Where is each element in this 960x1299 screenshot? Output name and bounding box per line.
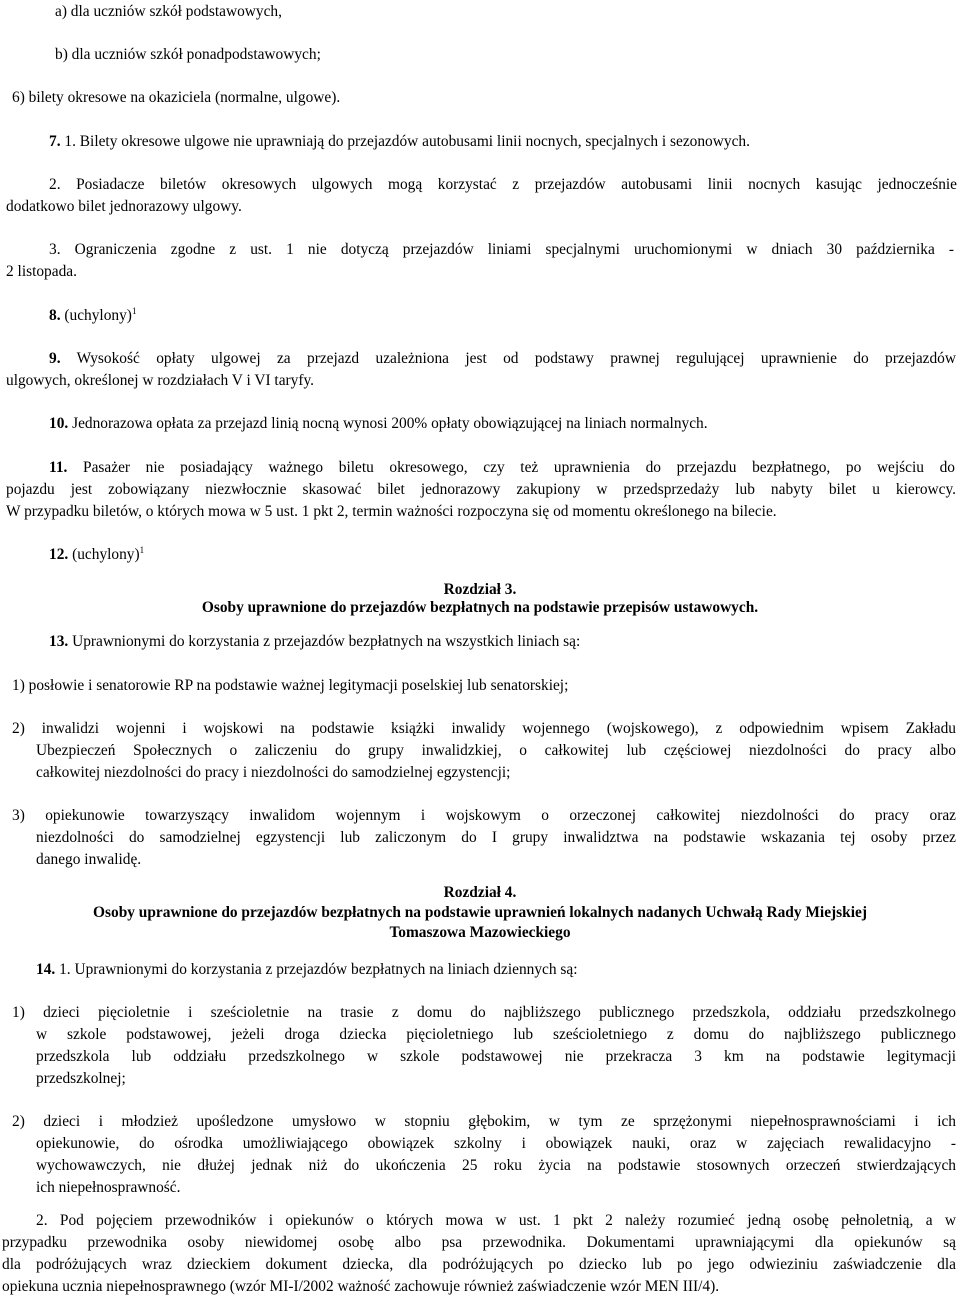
chapter-4-subtitle-line1: Osoby uprawnione do przejazdów bezpłatnych na podstawie uprawnień lokalnych nadanych Uchwałą Rady Miejskiej — [93, 904, 867, 921]
list-item-3-line2: niezdolności do samodzielnej egzystencji lub zaliczonym do I grupy inwalidztwa na podstawie wskazania tej osoby przez — [36, 829, 956, 846]
section-8-number: 8. — [49, 307, 61, 324]
section-14-number: 14. — [36, 961, 56, 978]
chapter-4-subtitle-line2: Tomaszowa Mazowieckiego — [389, 924, 571, 941]
local-item-1-line2: w szkole podstawowej, jeżeli droga dziecka pięcioletniego lub sześcioletniego z domu do najbliższego publicznego — [36, 1026, 956, 1043]
section-7-2-line2: dodatkowo bilet jednorazowy ulgowy. — [6, 198, 242, 215]
local-item-2-line2: opiekunowie, do ośrodka umożliwiającego obowiązek szkolny i obowiązek nauki, oraz w zajęciach rewalidacyjno - — [36, 1135, 956, 1152]
section-9-line2: ulgowych, określonej w rozdziałach V i VI taryfy. — [6, 372, 315, 389]
section-14-2-line2: przypadku przewodnika osoby niewidomej osobę albo psa przewodnika. Dokumentami uprawniającymi dla opiekunów są — [2, 1234, 956, 1251]
section-14-2-line1: 2. Pod pojęciem przewodników i opiekunów o których mowa w ust. 1 pkt 2 należy rozumieć jedną osobę pełnoletnią, a w — [36, 1212, 956, 1229]
footnote-ref: 1 — [131, 305, 137, 316]
section-13-number: 13. — [49, 633, 69, 650]
section-13-line: 13. Uprawnionymi do korzystania z przejazdów bezpłatnych na wszystkich liniach są: — [49, 633, 581, 650]
list-item-a: a) dla uczniów szkół podstawowych, — [55, 3, 282, 20]
section-14-2-line3: dla podróżujących wraz dzieckiem dokument dziecka, dla podróżujących po dziecko lub po jego odwieziniu zaświadczenie dla — [2, 1256, 956, 1273]
section-11-line2: pojazdu jest zobowiązany niezwłocznie skasować bilet jednorazowy zakupiony w przedsprzedaży lub nabyty bilet u kierowcy. — [6, 481, 956, 498]
section-9-line1: 9. Wysokość opłaty ulgowej za przejazd uzależniona jest od podstawy prawnej regulującej uprawnienie do przejazdów — [49, 350, 956, 367]
local-item-2-line4: ich niepełnosprawność. — [36, 1179, 181, 1196]
section-12-line: 12. (uchylony)$^1$ — [49, 544, 145, 563]
section-11-line3: W przypadku biletów, o których mowa w 5 ust. 1 pkt 2, termin ważności rozpoczyna się od momentu określonego na bilecie. — [6, 503, 777, 520]
local-item-2-line1: 2) dzieci i młodzież upośledzone umysłowo w stopniu głębokim, w tym ze sprzężonymi niepełnosprawnościami i ich — [12, 1113, 956, 1130]
section-8-line — [49, 305, 136, 327]
list-item-2-line1: 2) inwalidzi wojenni i wojskowi na podstawie książki inwalidy wojennego (wojskowego), z odpowiednim wpisem Zakładu — [12, 720, 956, 737]
section-8-text: (uchylony) — [60, 307, 132, 324]
chapter-3-subtitle: Osoby uprawnione do przejazdów bezpłatnych na podstawie przepisów ustawowych. — [201, 599, 759, 616]
local-item-1-line1: 1) dzieci pięcioletnie i sześcioletnie na trasie z domu do najbliższego publicznego przedszkola, oddziału przedszkolnego — [12, 1004, 956, 1021]
section-7-line — [49, 131, 750, 153]
list-item-3-line3: danego inwalidę. — [36, 851, 142, 868]
section-11-number: 11. — [49, 459, 68, 476]
chapter-4-title: Rozdział 4. — [443, 884, 517, 901]
section-12-number: 12. — [49, 546, 69, 563]
list-item-b: b) dla uczniów szkół ponadpodstawowych; — [55, 46, 321, 63]
list-item-1: 1) posłowie i senatorowie RP na podstawie ważnej legitymacji poselskiej lub senatorskiej; — [12, 677, 569, 694]
section-7-number: 7. — [49, 133, 61, 150]
local-item-1-line4: przedszkolnej; — [36, 1070, 126, 1087]
section-14-line: 14. 1. Uprawnionymi do korzystania z przejazdów bezpłatnych na liniach dziennych są: — [36, 961, 578, 978]
section-7-2-line1: 2. Posiadacze biletów okresowych ulgowych mogą korzystać z przejazdów autobusami linii nocnych kasując jednocześnie — [49, 176, 957, 193]
chapter-3-title: Rozdział 3. — [443, 581, 517, 598]
section-14-2-line4: opiekuna ucznia niepełnosprawnego (wzór MI-I/2002 ważność zachowuje również zaświadczenie wzór MEN III/4). — [2, 1278, 720, 1295]
section-10-number: 10. — [49, 415, 69, 432]
section-7-3-line2: 2 listopada. — [6, 263, 77, 280]
section-9-number: 9. — [49, 350, 61, 367]
section-7-3-line1: 3. Ograniczenia zgodne z ust. 1 nie dotyczą przejazdów liniami specjalnymi uruchomionymi w dniach 30 października - — [49, 241, 954, 258]
section-10-line: 10. Jednorazowa opłata za przejazd linią nocną wynosi 200% opłaty obowiązującej na liniach normalnych. — [49, 415, 708, 432]
item-6: 6) bilety okresowe na okaziciela (normalne, ulgowe). — [12, 89, 341, 106]
local-item-1-line3: przedszkola lub oddziału przedszkolnego w szkole podstawowej nie przekracza 3 km na podstawie legitymacji — [36, 1048, 956, 1065]
section-11-line1: 11. Pasażer nie posiadający ważnego biletu okresowego, czy też uprawnienia do przejazdu bezpłatnego, po wejściu do — [49, 459, 955, 476]
list-item-2-line3: całkowitej niezdolności do pracy i niezdolności do samodzielnej egzystencji; — [36, 764, 511, 781]
local-item-2-line3: wychowawczych, nie dłużej jednak niż do ukończenia 25 roku życia na podstawie stosownych orzeczeń stwierdzających — [36, 1157, 956, 1174]
section-7-text: 1. Bilety okresowe ulgowe nie uprawniają do przejazdów autobusami linii nocnych, specjalnych i sezonowych. — [60, 133, 750, 150]
list-item-3-line1: 3) opiekunowie towarzyszący inwalidom wojennym i wojskowym o orzeczonej całkowitej niezdolności do pracy oraz — [12, 807, 956, 824]
footnote-ref: 1 — [139, 544, 145, 555]
list-item-2-line2: Ubezpieczeń Społecznych o zaliczeniu do grupy inwalidzkiej, o całkowitej lub częściowej niezdolności do pracy albo — [36, 742, 956, 759]
